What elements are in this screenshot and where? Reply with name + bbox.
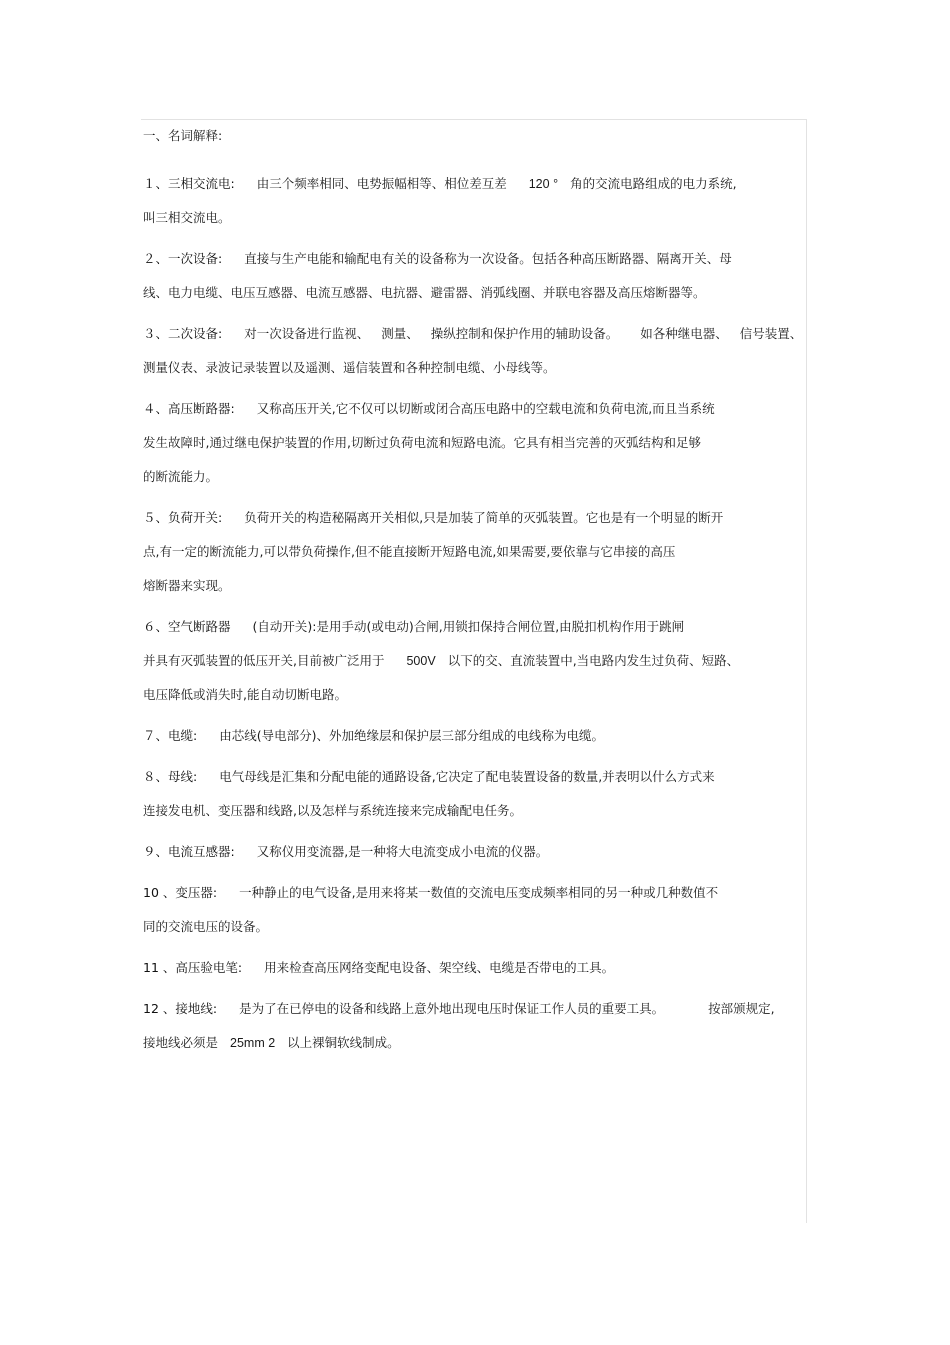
term-title: 11 、高压验电笔: xyxy=(143,960,243,975)
term-transformer xyxy=(143,883,811,937)
term-text: 叫三相交流电。 xyxy=(143,210,231,225)
term-title: ９、电流互感器: xyxy=(143,844,235,859)
term-text: 又称高压开关,它不仅可以切断或闭合高压电路中的空载电流和负荷电流,而且当系统 xyxy=(256,401,715,416)
term-text: 信号装置、 xyxy=(739,326,803,341)
term-hv-circuit-breaker xyxy=(143,399,811,487)
term-text: 120 ° xyxy=(528,177,559,191)
term-text: 发生故障时,通过继电保护装置的作用,切断过负荷电流和短路电流。它具有相当完善的灭弧结构和足够 xyxy=(143,435,701,450)
term-text: 接地线必须是 xyxy=(143,1035,219,1050)
term-load-switch xyxy=(143,508,811,596)
term-text: 由三个频率相同、电势振幅相等、相位差互差 xyxy=(256,176,507,191)
term-text: 由芯线(导电部分)、外加绝缘层和保护层三部分组成的电线称为电缆。 xyxy=(219,728,604,743)
term-primary-equipment xyxy=(143,249,811,303)
term-text: 的断流能力。 xyxy=(143,469,219,484)
term-title: ８、母线: xyxy=(143,769,198,784)
term-text: 一种静止的电气设备,是用来将某一数值的交流电压变成频率相同的另一种或几种数值不 xyxy=(239,885,719,900)
term-text: 电压降低或消失时,能自动切断电路。 xyxy=(143,687,347,702)
term-text: 点,有一定的断流能力,可以带负荷操作,但不能直接断开短路电流,如果需要,要依靠与它串接的高压 xyxy=(143,544,676,559)
document-body xyxy=(143,126,811,1074)
term-text: 如各种继电器、 xyxy=(640,326,728,341)
term-grounding-wire xyxy=(143,999,811,1053)
term-title: １、三相交流电: xyxy=(143,176,235,191)
term-text: (自动开关):是用手动(或电动)合闸,用锁扣保持合闸位置,由脱扣机构作用于跳闸 xyxy=(252,619,685,634)
term-text: 并具有灭弧装置的低压开关,目前被广泛用于 xyxy=(143,653,385,668)
term-title: 10 、变压器: xyxy=(143,885,218,900)
term-current-transformer xyxy=(143,842,811,862)
term-cable xyxy=(143,726,811,746)
term-text: 用来检查高压网络变配电设备、架空线、电缆是否带电的工具。 xyxy=(264,960,615,975)
term-text: 电气母线是汇集和分配电能的通路设备,它决定了配电装置设备的数量,并表明以什么方式来 xyxy=(219,769,715,784)
term-text: 500V xyxy=(406,654,436,668)
term-title: ７、电缆: xyxy=(143,728,198,743)
term-air-circuit-breaker xyxy=(143,617,811,705)
term-title: ３、二次设备: xyxy=(143,326,223,341)
term-title: ４、高压断路器: xyxy=(143,401,235,416)
term-text: 25mm 2 xyxy=(230,1036,276,1050)
term-text: 对一次设备进行监视、 xyxy=(244,326,370,341)
term-text: 线、电力电缆、电压互感器、电流互感器、电抗器、避雷器、消弧线圈、并联电容器及高压熔断器等。 xyxy=(143,285,706,300)
term-text: 又称仪用变流器,是一种将大电流变成小电流的仪器。 xyxy=(256,844,549,859)
term-text: 是为了在已停电的设备和线路上意外地出现电压时保证工作人员的重要工具。 xyxy=(239,1001,665,1016)
term-text: 以上裸铜软线制成。 xyxy=(287,1035,400,1050)
term-text: 测量、 xyxy=(381,326,419,341)
term-text: 负荷开关的构造秘隔离开关相似,只是加装了简单的灭弧装置。它也是有一个明显的断开 xyxy=(244,510,724,525)
term-three-phase-ac xyxy=(143,174,811,228)
term-secondary-equipment xyxy=(143,324,811,378)
term-text: 操纵控制和保护作用的辅助设备。 xyxy=(430,326,619,341)
term-title: ５、负荷开关: xyxy=(143,510,223,525)
term-text: 直接与生产电能和输配电有关的设备称为一次设备。包括各种高压断路器、隔离开关、母 xyxy=(244,251,732,266)
term-text: 按部颁规定, xyxy=(708,1001,775,1016)
term-text: 熔断器来实现。 xyxy=(143,578,231,593)
term-text: 测量仪表、录波记录装置以及遥测、遥信装置和各种控制电缆、小母线等。 xyxy=(143,360,556,375)
term-text: 同的交流电压的设备。 xyxy=(143,919,269,934)
term-text: 连接发电机、变压器和线路,以及怎样与系统连接来完成输配电任务。 xyxy=(143,803,522,818)
term-hv-test-pen xyxy=(143,958,811,978)
section-heading: 一、名词解释: xyxy=(143,128,223,143)
term-title: ６、空气断路器 xyxy=(143,619,231,634)
term-title: 12 、接地线: xyxy=(143,1001,218,1016)
term-text: 以下的交、直流装置中,当电路内发生过负荷、短路、 xyxy=(447,653,740,668)
term-busbar xyxy=(143,767,811,821)
term-text: 角的交流电路组成的电力系统, xyxy=(570,176,737,191)
term-title: ２、一次设备: xyxy=(143,251,223,266)
